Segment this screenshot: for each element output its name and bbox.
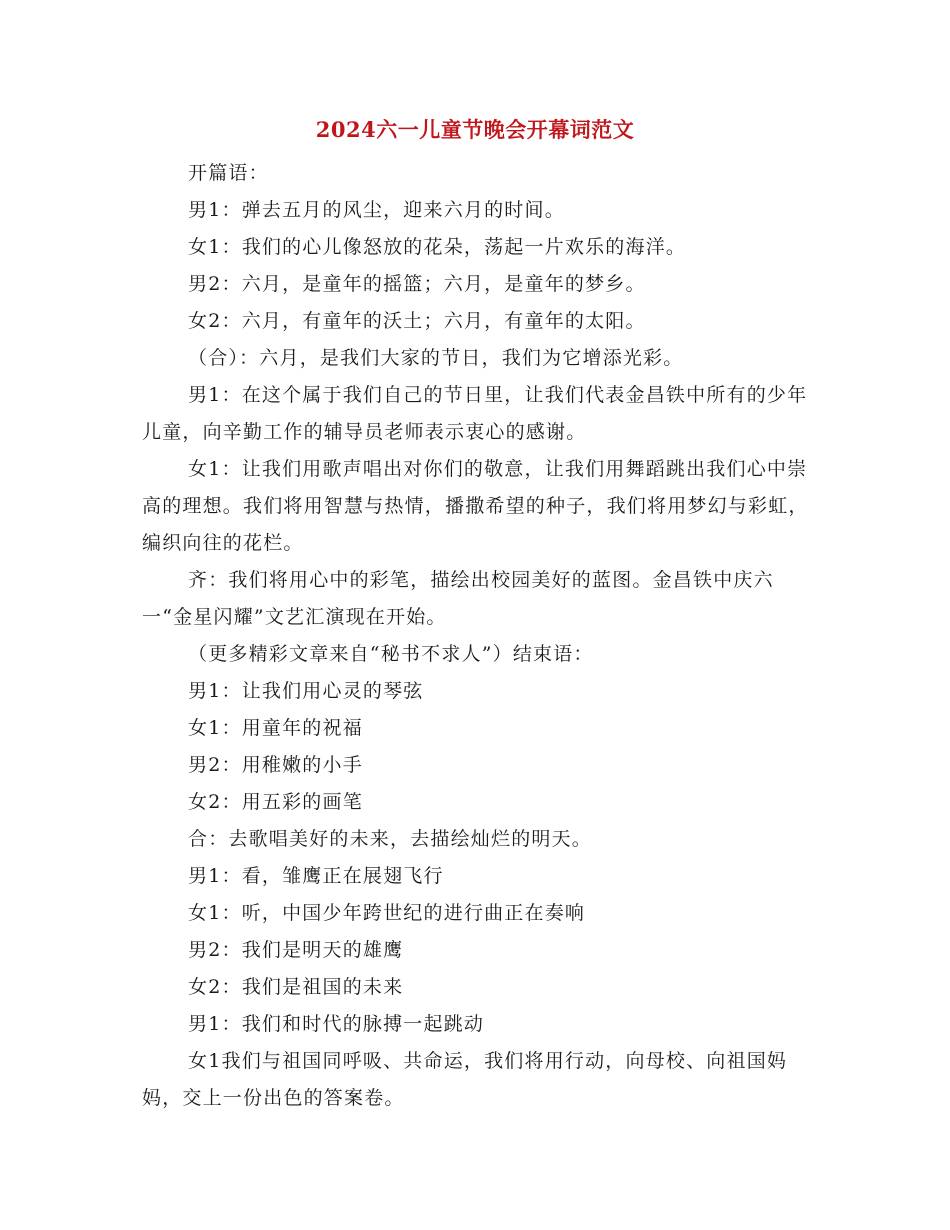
document-body — [142, 155, 814, 1117]
paragraph: 女1我们与祖国同呼吸、共命运，我们将用行动，向母校、向祖国妈妈，交上一份出色的答案卷。 — [142, 1050, 788, 1109]
paragraph: 女2：我们是祖国的未来 — [188, 976, 404, 998]
paragraph: 男2：用稚嫩的小手 — [188, 754, 363, 776]
paragraph: 女1：听，中国少年跨世纪的进行曲正在奏响 — [188, 902, 586, 924]
paragraph: 男1：弹去五月的风尘，迎来六月的时间。 — [188, 199, 565, 221]
paragraph: 男1：看，雏鹰正在展翅飞行 — [188, 865, 444, 887]
paragraph: （更多精彩文章来自“秘书不求人”）结束语： — [188, 643, 594, 665]
paragraph: 男1：让我们用心灵的琴弦 — [188, 680, 424, 702]
paragraph: 男1：在这个属于我们自己的节日里，让我们代表金昌铁中所有的少年儿童，向辛勤工作的辅导员老师表示衷心的感谢。 — [142, 384, 808, 443]
paragraph: 女1：我们的心儿像怒放的花朵，荡起一片欢乐的海洋。 — [188, 236, 687, 258]
paragraph: 齐：我们将用心中的彩笔，描绘出校园美好的蓝图。金昌铁中庆六一“金星闪耀”文艺汇演现在开始。 — [142, 569, 774, 628]
paragraph: 开篇语： — [188, 162, 269, 184]
paragraph: （合）：六月，是我们大家的节日，我们为它增添光彩。 — [188, 347, 684, 369]
paragraph: 女1：用童年的祝福 — [188, 717, 363, 739]
paragraph: 女2：用五彩的画笔 — [188, 791, 363, 813]
paragraph: 男1：我们和时代的脉搏一起跳动 — [188, 1013, 485, 1035]
paragraph: 女1：让我们用歌声唱出对你们的敬意，让我们用舞蹈跳出我们心中崇高的理想。我们将用智慧与热情，播撒希望的种子，我们将用梦幻与彩虹，编织向往的花栏。 — [142, 458, 809, 554]
document-title: 2024六一儿童节晚会开幕词范文 — [315, 117, 635, 142]
paragraph: 合：去歌唱美好的未来，去描绘灿烂的明天。 — [188, 828, 593, 850]
paragraph: 男2：我们是明天的雄鹰 — [188, 939, 404, 961]
paragraph: 女2：六月，有童年的沃土；六月，有童年的太阳。 — [188, 310, 646, 332]
paragraph: 男2：六月，是童年的摇篮；六月，是童年的梦乡。 — [188, 273, 646, 295]
